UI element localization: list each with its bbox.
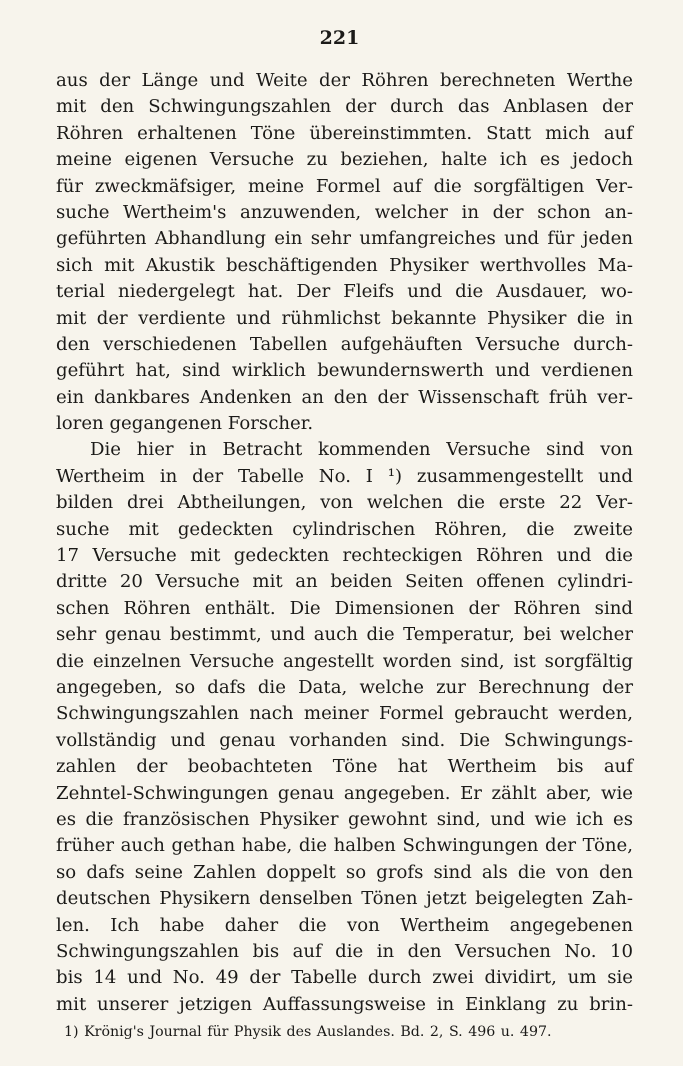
text-line: geführten Abhandlung ein sehr umfangreiches und für jeden [56, 228, 633, 250]
text-line: Röhren erhaltenen Töne übereinstimmten. Statt mich auf [56, 122, 633, 144]
text-line: die einzelnen Versuche angestellt worden sind, ist sorgfältig [56, 650, 633, 672]
text-line: geführt hat, sind wirklich bewundernswerth und verdienen [56, 360, 633, 382]
text-line: aus der Länge und Weite der Röhren berechneten Werthe [56, 70, 633, 91]
text-line: zahlen der beobachteten Töne hat Wertheim bis auf [56, 756, 633, 778]
text-line: suche mit gedeckten cylindrischen Röhren, die zweite [56, 518, 633, 540]
text-line: Die hier in Betracht kommenden Versuche sind von [90, 439, 633, 461]
page-number: 221 [319, 27, 360, 49]
footnote: 1) Krönig's Journal für Physik des Auslandes. Bd. 2, S. 496 u. 497. [64, 1024, 552, 1041]
text-line: angegeben, so dafs die Data, welche zur Berechnung der [56, 676, 633, 698]
body-text [56, 68, 633, 1018]
text-line: bis 14 und No. 49 der Tabelle durch zwei dividirt, um sie [56, 967, 633, 989]
text-line: Wertheim in der Tabelle No. I ¹) zusammengestellt und [56, 465, 633, 487]
text-line: terial niedergelegt hat. Der Fleifs und die Ausdauer, wo- [56, 281, 633, 303]
text-line: mit der verdiente und rühmlichst bekannte Physiker die in [56, 307, 633, 329]
text-line: loren gegangenen Forscher. [56, 413, 314, 435]
text-line: bilden drei Abtheilungen, von welchen die erste 22 Ver- [56, 492, 633, 514]
text-line: den verschiedenen Tabellen aufgehäuften Versuche durch- [56, 333, 633, 355]
text-line: Schwingungszahlen bis auf die in den Versuchen No. 10 [56, 940, 633, 962]
text-line: ein dankbares Andenken an den der Wissenschaft früh ver- [56, 386, 633, 408]
text-line: früher auch gethan habe, die halben Schwingungen der Töne, [56, 835, 633, 857]
text-line: Zehntel-Schwingungen genau angegeben. Er zählt aber, wie [56, 782, 633, 804]
text-line: suche Wertheim's anzuwenden, welcher in der schon an- [56, 201, 633, 223]
text-line: 17 Versuche mit gedeckten rechteckigen Röhren und die [56, 545, 633, 567]
text-line: vollständig und genau vorhanden sind. Die Schwingungs- [56, 729, 633, 751]
text-line: sich mit Akustik beschäftigenden Physiker werthvolles Ma- [56, 254, 633, 276]
text-line: deutschen Physikern denselben Tönen jetzt beigelegten Zah- [56, 888, 633, 910]
text-line: meine eigenen Versuche zu beziehen, halte ich es jedoch [56, 149, 633, 171]
text-line: mit unserer jetzigen Auffassungsweise in Einklang zu brin- [56, 993, 633, 1015]
text-line: so dafs seine Zahlen doppelt so grofs sind als die von den [56, 861, 633, 883]
text-line: mit den Schwingungszahlen der durch das Anblasen der [56, 96, 633, 118]
text-line: es die französischen Physiker gewohnt sind, und wie ich es [56, 808, 633, 830]
text-line: für zweckmäfsiger, meine Formel auf die sorgfältigen Ver- [56, 175, 633, 197]
text-line: Schwingungszahlen nach meiner Formel gebraucht werden, [56, 703, 633, 725]
text-line: schen Röhren enthält. Die Dimensionen der Röhren sind [56, 597, 633, 619]
text-line: sehr genau bestimmt, und auch die Temperatur, bei welcher [56, 624, 633, 646]
text-line: len. Ich habe daher die von Wertheim angegebenen [56, 914, 633, 936]
text-line: dritte 20 Versuche mit an beiden Seiten offenen cylindri- [56, 571, 633, 593]
